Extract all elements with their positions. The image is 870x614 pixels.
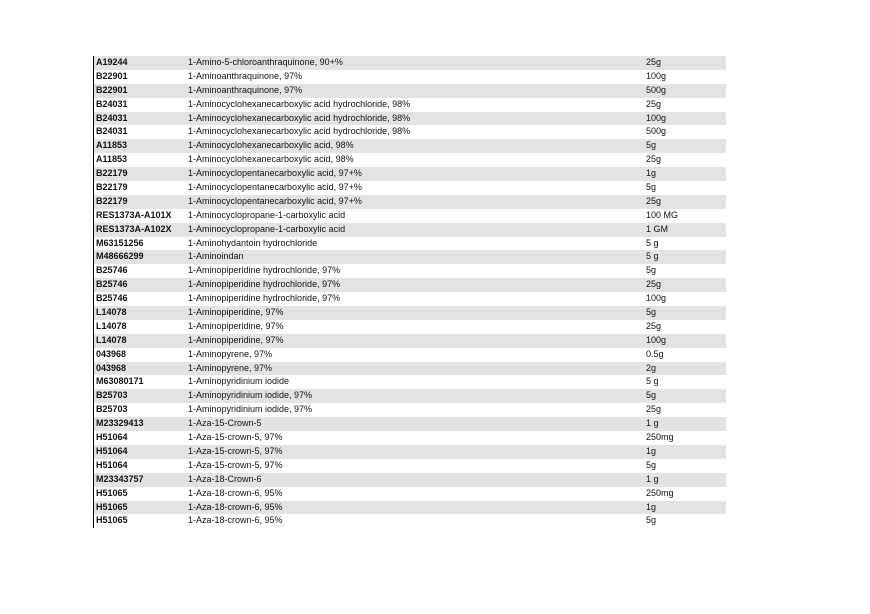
table-row	[94, 334, 726, 348]
catalog-code: L14078	[96, 320, 127, 331]
table-row	[94, 348, 726, 362]
product-description: 1-Aza-18-crown-6, 95%	[188, 501, 283, 512]
table-row	[94, 417, 726, 431]
product-description: 1-Aminohydantoin hydrochloride	[188, 237, 318, 248]
catalog-code: B22179	[96, 182, 128, 193]
table-row	[94, 70, 726, 84]
product-description: 1-Aminopyrene, 97%	[188, 348, 273, 359]
table-row	[94, 237, 726, 251]
product-description: 1-Aminocyclopropane-1-carboxylic acid	[188, 209, 346, 220]
catalog-code: M23343757	[96, 473, 144, 484]
catalog-code: H51065	[96, 501, 128, 512]
catalog-code: B25703	[96, 390, 128, 401]
product-description: 1-Aminocyclopentanecarboxylic acid, 97+%	[188, 195, 362, 206]
pack-size: 5g	[646, 265, 657, 276]
table-row	[94, 278, 726, 292]
pack-size: 25g	[646, 98, 662, 109]
table-row	[94, 112, 726, 126]
pack-size: 25g	[646, 195, 662, 206]
pack-size: 25g	[646, 404, 662, 415]
pack-size: 5g	[646, 390, 657, 401]
catalog-code: A11853	[96, 154, 128, 165]
product-description: 1-Aminocyclohexanecarboxylic acid hydrochloride, 98%	[188, 126, 411, 137]
product-description: 1-Aza-15-Crown-5	[188, 418, 262, 429]
product-description: 1-Aminocyclopropane-1-carboxylic acid	[188, 223, 346, 234]
pack-size: 25g	[646, 57, 662, 67]
catalog-code: B24031	[96, 98, 128, 109]
table-row	[94, 98, 726, 112]
catalog-code: B24031	[96, 112, 128, 123]
catalog-code: H51064	[96, 432, 128, 443]
catalog-code: 043968	[96, 348, 127, 359]
table-row	[94, 223, 726, 237]
pack-size: 2g	[646, 362, 657, 373]
product-description: 1-Aminocyclohexanecarboxylic acid hydrochloride, 98%	[188, 112, 411, 123]
catalog-code: A19244	[96, 57, 128, 67]
catalog-code: L14078	[96, 307, 127, 318]
product-description: 1-Aza-18-crown-6, 95%	[188, 487, 283, 498]
pack-size: 100g	[646, 334, 667, 345]
catalog-code: B25746	[96, 293, 128, 304]
product-description: 1-Aminoanthraquinone, 97%	[188, 84, 303, 95]
table-row	[94, 445, 726, 459]
product-description: 1-Aminopiperidine hydrochloride, 97%	[188, 279, 341, 290]
pack-size: 1 g	[646, 473, 659, 484]
pack-size: 5g	[646, 515, 657, 526]
catalog-code: B25746	[96, 265, 128, 276]
pack-size: 0.5g	[646, 348, 664, 359]
table-row	[94, 320, 726, 334]
catalog-code: H51065	[96, 515, 128, 526]
catalog-code: B22179	[96, 168, 128, 179]
catalog-code: B24031	[96, 126, 128, 137]
catalog-code: RES1373A-A101X	[96, 209, 172, 220]
pack-size: 100g	[646, 70, 667, 81]
table-row	[94, 514, 726, 528]
catalog-code: RES1373A-A102X	[96, 223, 172, 234]
table-row	[94, 139, 726, 153]
pack-size: 5g	[646, 307, 657, 318]
pack-size: 500g	[646, 126, 667, 137]
catalog-code: M23329413	[96, 418, 144, 429]
product-description: 1-Aminopiperidine, 97%	[188, 320, 284, 331]
product-description: 1-Aza-18-Crown-6	[188, 473, 262, 484]
catalog-code: M63080171	[96, 376, 144, 387]
pack-size: 1g	[646, 445, 657, 456]
table-row	[94, 375, 726, 389]
pack-size: 500g	[646, 84, 667, 95]
table-row	[94, 264, 726, 278]
pack-size: 1 g	[646, 418, 659, 429]
pack-size: 5 g	[646, 376, 659, 387]
catalog-code: B25703	[96, 404, 128, 415]
pack-size: 100g	[646, 112, 667, 123]
product-description: 1-Aminocyclohexanecarboxylic acid, 98%	[188, 154, 354, 165]
pack-size: 1 GM	[646, 223, 669, 234]
table-row	[94, 250, 726, 264]
catalog-code: 043968	[96, 362, 127, 373]
table-row	[94, 431, 726, 445]
product-description: 1-Aminoindan	[188, 251, 244, 262]
table-row	[94, 403, 726, 417]
table-row	[94, 195, 726, 209]
product-description: 1-Aminocyclopentanecarboxylic acid, 97+%	[188, 182, 362, 193]
pack-size: 1g	[646, 501, 657, 512]
pack-size: 25g	[646, 320, 662, 331]
pack-size: 25g	[646, 279, 662, 290]
product-description: 1-Aza-15-crown-5, 97%	[188, 432, 283, 443]
catalog-code: H51065	[96, 487, 128, 498]
product-table	[93, 56, 726, 528]
catalog-code: M63151256	[96, 237, 144, 248]
table-row	[94, 181, 726, 195]
table-row	[94, 292, 726, 306]
pack-size: 5g	[646, 459, 657, 470]
table-row	[94, 84, 726, 98]
catalog-code: A11853	[96, 140, 128, 151]
product-description: 1-Aminopyridinium iodide, 97%	[188, 404, 313, 415]
pack-size: 250mg	[646, 487, 674, 498]
catalog-code: M48666299	[96, 251, 144, 262]
pack-size: 5g	[646, 182, 657, 193]
pack-size: 100g	[646, 293, 667, 304]
product-description: 1-Aminocyclopentanecarboxylic acid, 97+%	[188, 168, 362, 179]
table-row	[94, 125, 726, 139]
catalog-code: H51064	[96, 459, 128, 470]
catalog-code: H51064	[96, 445, 128, 456]
product-description: 1-Aza-15-crown-5, 97%	[188, 459, 283, 470]
catalog-code: B22179	[96, 195, 128, 206]
table-row	[94, 56, 726, 70]
catalog-code: B25746	[96, 279, 128, 290]
product-description: 1-Aza-18-crown-6, 95%	[188, 515, 283, 526]
product-description: 1-Aminopiperidine, 97%	[188, 334, 284, 345]
pack-size: 1g	[646, 168, 657, 179]
table-row	[94, 153, 726, 167]
product-description: 1-Aminopiperidine, 97%	[188, 307, 284, 318]
catalog-code: L14078	[96, 334, 127, 345]
table-row	[94, 306, 726, 320]
pack-size: 5 g	[646, 251, 659, 262]
pack-size: 5g	[646, 140, 657, 151]
product-description: 1-Aminopyridinium iodide	[188, 376, 290, 387]
table-row	[94, 501, 726, 515]
product-description: 1-Aminopyridinium iodide, 97%	[188, 390, 313, 401]
product-description: 1-Aminocyclohexanecarboxylic acid hydrochloride, 98%	[188, 98, 411, 109]
table-row	[94, 209, 726, 223]
product-description: 1-Amino-5-chloroanthraquinone, 90+%	[188, 57, 343, 67]
catalog-code: B22901	[96, 70, 128, 81]
table-row	[94, 459, 726, 473]
catalog-code: B22901	[96, 84, 128, 95]
pack-size: 250mg	[646, 432, 674, 443]
product-description: 1-Aminocyclohexanecarboxylic acid, 98%	[188, 140, 354, 151]
table-row	[94, 167, 726, 181]
pack-size: 100 MG	[646, 209, 679, 220]
product-description: 1-Aminoanthraquinone, 97%	[188, 70, 303, 81]
table-row	[94, 389, 726, 403]
pack-size: 5 g	[646, 237, 659, 248]
product-description: 1-Aza-15-crown-5, 97%	[188, 445, 283, 456]
table-row	[94, 362, 726, 376]
product-description: 1-Aminopiperidine hydrochloride, 97%	[188, 293, 341, 304]
product-description: 1-Aminopiperidine hydrochloride, 97%	[188, 265, 341, 276]
pack-size: 25g	[646, 154, 662, 165]
table-row	[94, 487, 726, 501]
table-row	[94, 473, 726, 487]
product-description: 1-Aminopyrene, 97%	[188, 362, 273, 373]
